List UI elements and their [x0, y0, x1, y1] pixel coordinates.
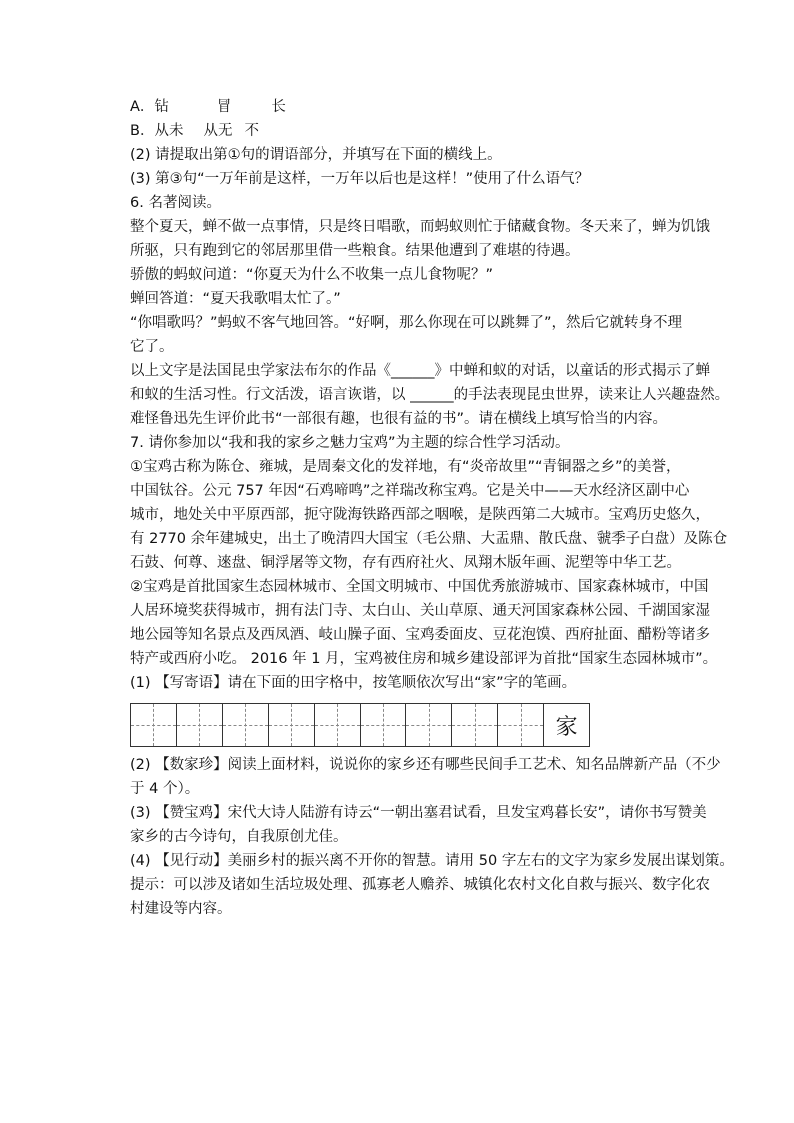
sub-question-4-hint: 提示：可以涉及诸如生活垃圾处理、孤寡老人赡养、城镇化农村文化自救与振兴、数字化农 — [130, 877, 710, 893]
passage-6-line: 骄傲的蚂蚁问道：“你夏天为什么不收集一点儿食物呢？” — [130, 267, 494, 283]
question-6-title: 6. 名著阅读。 — [130, 195, 221, 211]
passage-7-line: 石鼓、何尊、逨盘、铜浮屠等文物，存有西府社火、凤翔木版年画、泥塑等中华工艺。 — [130, 555, 681, 571]
document-page — [130, 95, 734, 921]
tianzige-cell[interactable] — [131, 704, 177, 746]
tianzige-cell[interactable] — [269, 704, 315, 746]
tianzige-cell[interactable] — [452, 704, 498, 746]
sub-question-3-cont: 家乡的古今诗句，自我原创尤佳。 — [130, 829, 348, 845]
sub-question-2-cont: 于 4 个）。 — [130, 781, 200, 797]
option-b-word-2: 从无 — [203, 123, 233, 139]
tianzige-cell[interactable] — [498, 704, 544, 746]
tianzige-grid — [130, 703, 590, 747]
sub-question-4: (4) 【见行动】美丽乡村的振兴离不开你的智慧。请用 50 字左右的文字为家乡发展出谋划策。 — [130, 853, 734, 869]
question-7-title: 7. 请你参加以“我和我的家乡之魅力宝鸡”为主题的综合性学习活动。 — [130, 435, 570, 451]
passage-6-line: 所驱，只有跑到它的邻居那里借一些粮食。结果他遭到了难堪的待遇。 — [130, 243, 580, 259]
passage-7-line: 有 2770 余年建城史，出土了晚清四大国宝（毛公鼎、大盂鼎、散氏盘、虢季子白盘）及陈仓 — [130, 531, 728, 547]
passage-7-line: ②宝鸡是首批国家生态园林城市、全国文明城市、中国优秀旅游城市、国家森林城市，中国 — [130, 579, 709, 595]
sub-question-4-hint-cont: 村建设等内容。 — [130, 901, 232, 917]
option-b-word-3: 不 — [244, 123, 259, 139]
tianzige-cell[interactable] — [361, 704, 407, 746]
passage-6-line: 和蚁的生活习性。行文活泼，语言诙谐，以 ______的手法表现昆虫世界，读来让人兴趣盎然。 — [130, 387, 730, 403]
option-a-word-2: 冒 — [216, 99, 232, 115]
sub-question-1: (1) 【写寄语】请在下面的田字格中，按笔顺依次写出“家”字的笔画。 — [130, 675, 577, 691]
option-b — [130, 119, 714, 143]
sub-question-2: (2) 【数家珍】阅读上面材料，说说你的家乡还有哪些民间手工艺术、知名品牌新产品（不少 — [130, 757, 721, 773]
passage-6-line: 蝉回答道：“夏天我歌唱太忙了。” — [130, 291, 341, 307]
passage-7-line: 中国钛谷。公元 757 年因“石鸡啼鸣”之祥瑞改称宝鸡。它是关中——天水经济区副中心 — [130, 483, 690, 499]
sub-question-3: (3) 【赞宝鸡】宋代大诗人陆游有诗云“一朝出塞君试看，旦发宝鸡暮长安”，请你书写赞美 — [130, 805, 707, 821]
option-a — [130, 95, 714, 119]
passage-7-line: 城市，地处关中平原西部，扼守陇海铁路西部之咽喉，是陕西第二大城市。宝鸡历史悠久， — [130, 507, 710, 523]
tianzige-cell[interactable] — [177, 704, 223, 746]
passage-6-line: 难怪鲁迅先生评价此书“一部很有趣，也很有益的书”。请在横线上填写恰当的内容。 — [130, 411, 668, 427]
passage-7-line: 人居环境奖获得城市，拥有法门寺、太白山、关山草原、通天河国家森林公园、千湖国家湿 — [130, 603, 710, 619]
option-a-word-3: 长 — [271, 99, 286, 115]
passage-7-line: 特产或西府小吃。 2016 年 1 月，宝鸡被住房和城乡建设部评为首批“国家生态园林城市”。 — [130, 651, 718, 667]
option-b-label: B．从未 — [130, 123, 184, 139]
passage-6-line: 整个夏天，蝉不做一点事情，只是终日唱歌，而蚂蚁则忙于储藏食物。冬天来了，蝉为饥饿 — [130, 219, 710, 235]
passage-6-line: “你唱歌吗？”蚂蚁不客气地回答。“好啊，那么你现在可以跳舞了”，然后它就转身不理 — [130, 315, 683, 331]
passage-6-line: 以上文字是法国昆虫学家法布尔的作品《______》中蝉和蚁的对话，以童话的形式揭示了蝉 — [130, 363, 710, 379]
tianzige-char-cell — [544, 704, 589, 746]
question-3: (3) 第③句“一万年前是这样，一万年以后也是这样！”使用了什么语气？ — [130, 171, 590, 187]
option-a-label: A．钻 — [130, 99, 169, 115]
tianzige-cell[interactable] — [315, 704, 361, 746]
grid-character: 家 — [555, 714, 578, 740]
tianzige-cell[interactable] — [223, 704, 269, 746]
passage-7-line: ①宝鸡古称为陈仓、雍城，是周秦文化的发祥地，有“炎帝故里”“青铜器之乡”的美誉， — [130, 459, 681, 475]
passage-6-line: 它了。 — [130, 339, 174, 355]
tianzige-cell[interactable] — [406, 704, 452, 746]
passage-7-line: 地公园等知名景点及西凤酒、岐山臊子面、宝鸡委面皮、豆花泡馍、西府扯面、醋粉等诸多 — [130, 627, 710, 643]
question-2: (2) 请提取出第①句的谓语部分，并填写在下面的横线上。 — [130, 147, 502, 163]
